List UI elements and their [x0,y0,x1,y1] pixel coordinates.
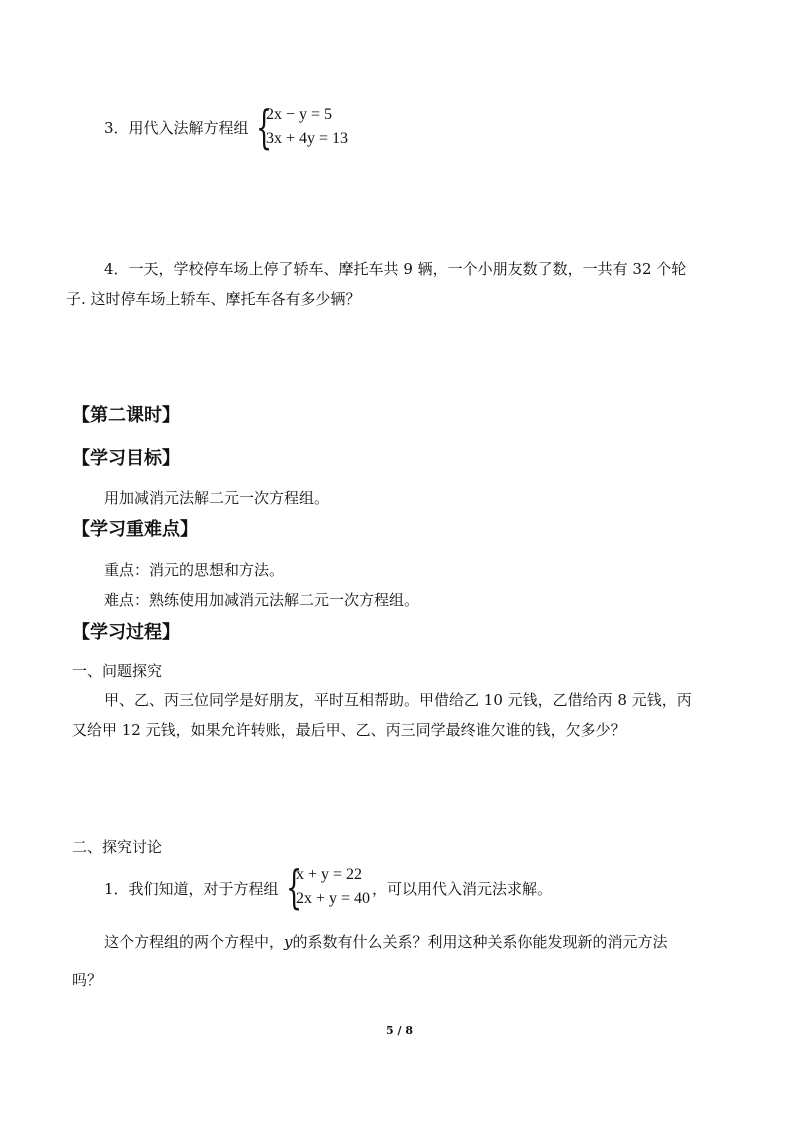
question-text-after: 的系数有什么关系？利用这种关系你能发现新的消元方法 [292,933,668,951]
section1-title: 一、问题探究 [72,662,163,680]
q4-line-2: 子. 这时停车场上轿车、摩托车各有多少辆？ [66,290,361,308]
section2-q1-prefix: 1．我们知道，对于方程组 [104,880,279,898]
section2-question-line-1 [104,932,668,952]
left-brace-icon: { [286,860,303,914]
section2-equation-2: 2x + y = 40 [296,890,371,907]
q3-equation-1: 2x − y = 5 [266,106,333,123]
section1-line-2: 又给甲 12 元钱，如果允许转账，最后甲、乙、丙三同学最终谁欠谁的钱，欠多少？ [72,721,626,739]
q3-equation-2: 3x + 4y = 13 [266,130,349,147]
section2-question-line-2: 吗？ [72,971,103,989]
key-point-text: 重点：消元的思想和方法。 [104,561,285,579]
section2-title: 二、探究讨论 [72,838,163,856]
process-heading: 【学习过程】 [72,622,180,643]
section2-equation-1: x + y = 22 [296,866,363,883]
page-number: 5 / 8 [386,1024,413,1037]
q3-equation-system [256,100,386,154]
goals-text: 用加减消元法解二元一次方程组。 [104,489,330,507]
lesson2-heading: 【第二课时】 [72,405,180,426]
section2-q1-suffix: ，可以用代入消元法求解。 [372,880,553,898]
variable-y: y [284,933,293,951]
section2-equation-system [286,860,386,914]
question-text-before: 这个方程组的两个方程中， [104,933,285,951]
goals-heading: 【学习目标】 [72,448,180,469]
q4-line-1: 4．一天，学校停车场上停了轿车、摩托车共 9 辆，一个小朋友数了数，一共有 32 个轮 [104,260,687,278]
left-brace-icon: { [256,100,273,154]
key-points-heading: 【学习重难点】 [72,519,198,540]
difficulty-text: 难点：熟练使用加减消元法解二元一次方程组。 [104,591,420,609]
section1-line-1: 甲、乙、丙三位同学是好朋友，平时互相帮助。甲借给乙 10 元钱，乙借给丙 8 元钱，丙 [104,691,692,709]
q3-text: 3．用代入法解方程组 [104,119,249,137]
